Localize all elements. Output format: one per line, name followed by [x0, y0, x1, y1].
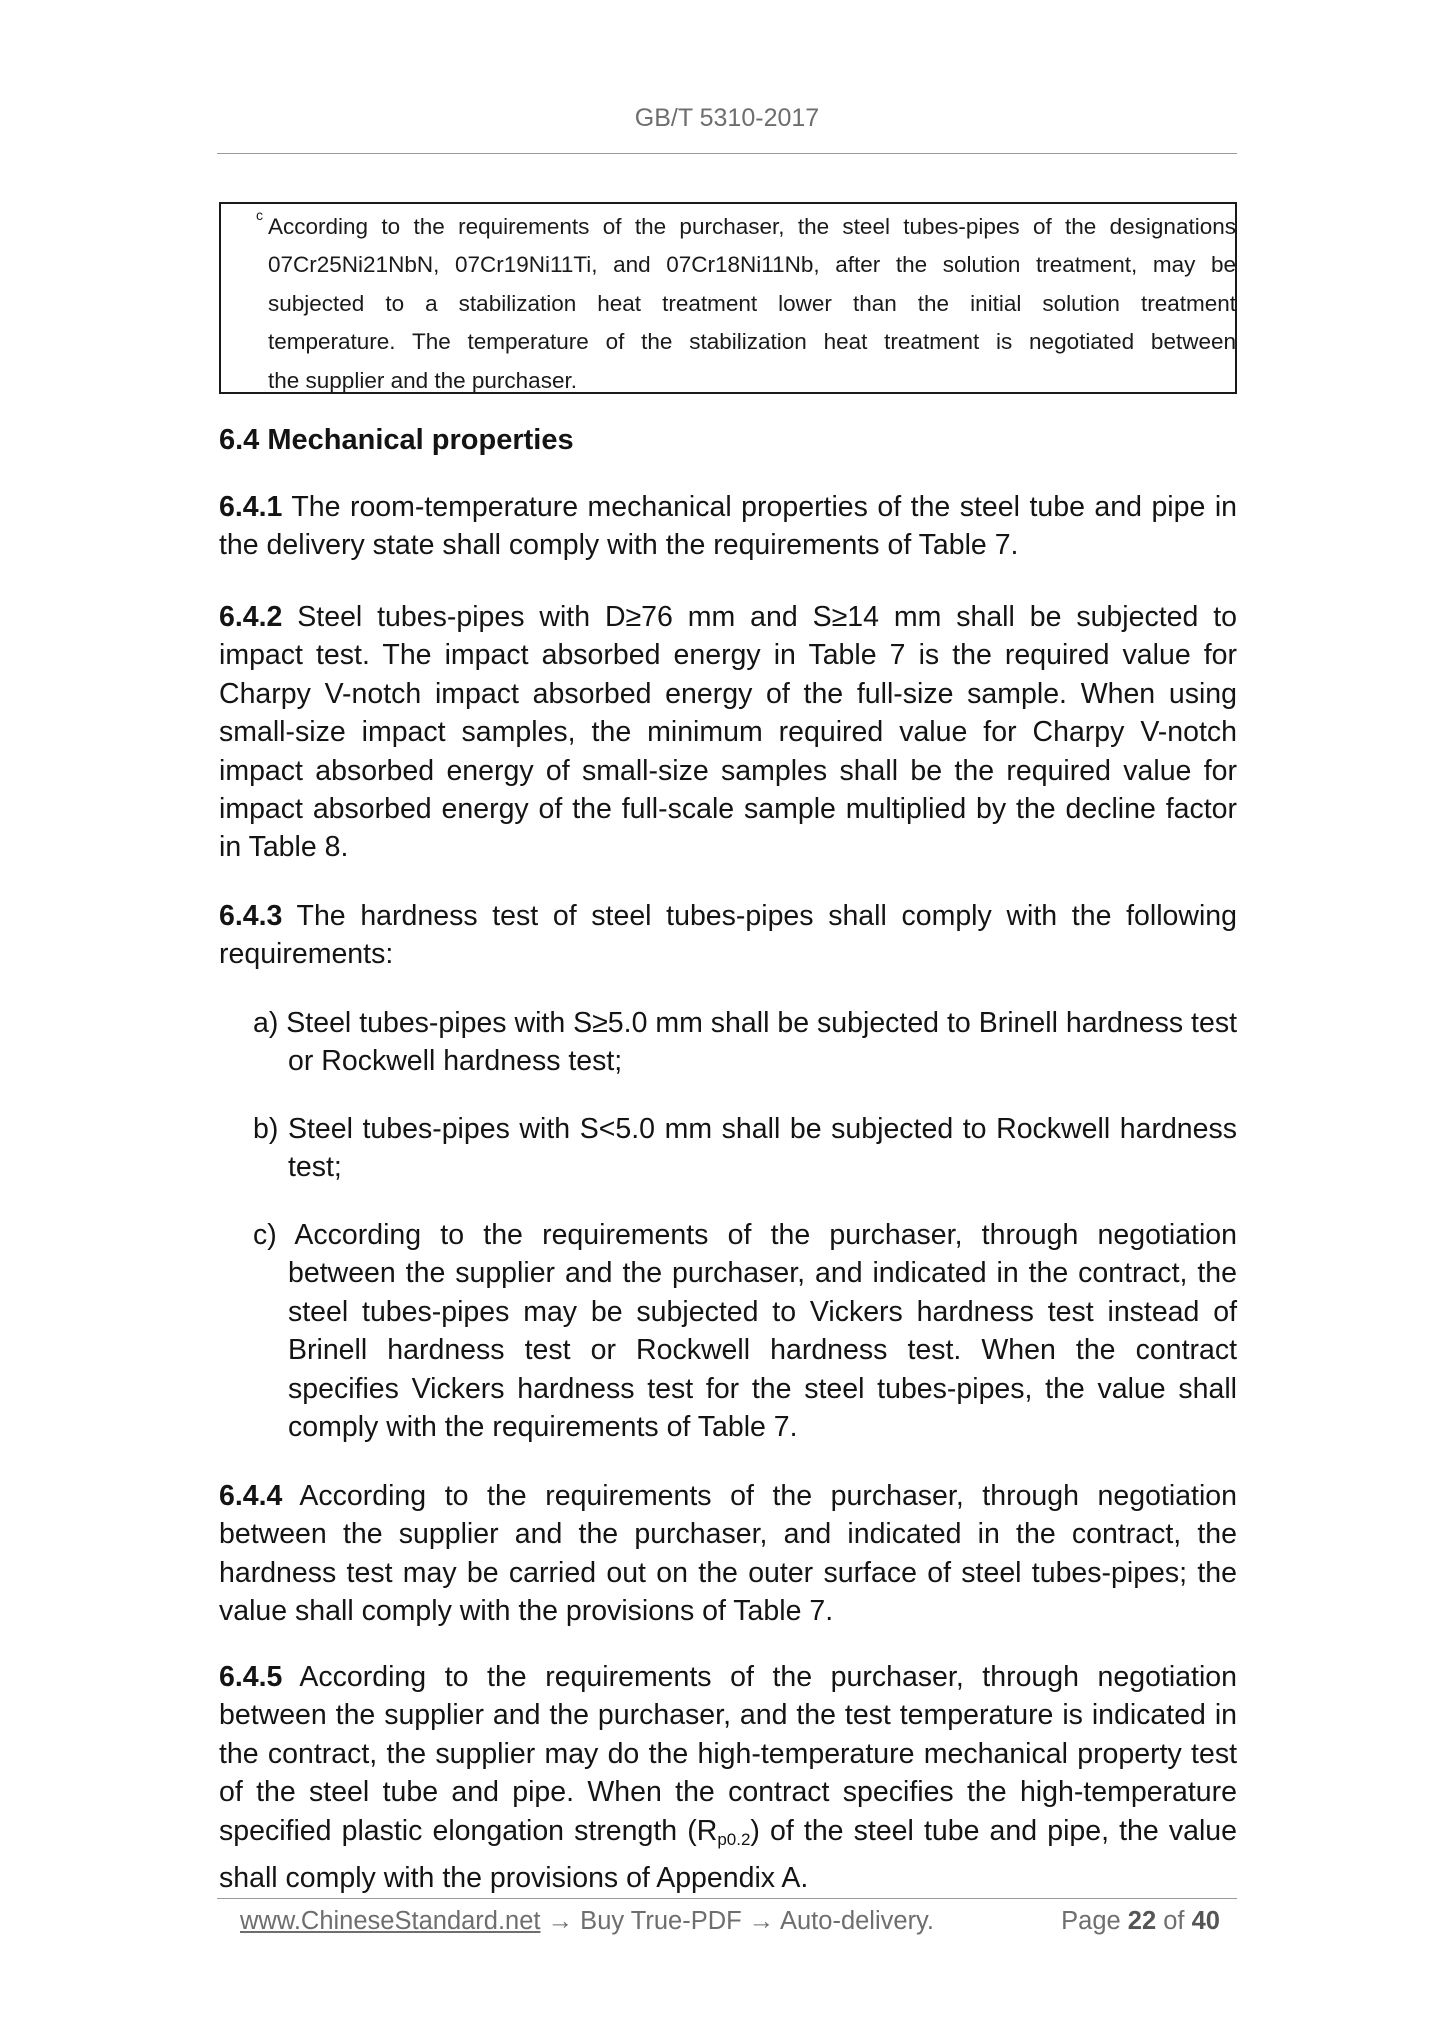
clause-6-4-3 [219, 897, 1237, 974]
clause-text: According to the requirements of the purchaser, through negotiation between the supplier and the purchaser, and indicated in the contract, the hardness test may be carried out on the outer surface of steel tubes-pipes; the value shall comply with the provisions of Table 7. [219, 1480, 1237, 1628]
footer-link[interactable]: www.ChineseStandard.net [240, 1907, 541, 1935]
clause-number: 6.4.2 [219, 601, 283, 633]
clause-text: The hardness test of steel tubes-pipes shall comply with the following requirements: [219, 900, 1237, 971]
list-text: According to the requirements of the purchaser, through negotiation between the supplier and the purchaser, and indicated in the contract, the steel tubes-pipes may be subjected to Vickers hardness test instead of Brinell hardness test or Rockwell hardness test. When the contract specifies Vickers hardness test for the steel tubes-pipes, the value shall comply with the requirements of Table 7. [276, 1219, 1237, 1444]
note-line: 07Cr25Ni21NbN, 07Cr19Ni11Ti, and 07Cr18Ni11Nb, after the solution treatment, may be [268, 252, 1236, 278]
list-text: Steel tubes-pipes with S≥5.0 mm shall be subjected to Brinell hardness test or Rockwell hardness test; [278, 1007, 1237, 1078]
page-number: 22 [1127, 1907, 1157, 1935]
page-word: Page [1061, 1907, 1121, 1935]
of-word: of [1163, 1907, 1185, 1935]
clause-6-4-2 [219, 598, 1237, 867]
clause-6-4-5 [219, 1658, 1237, 1897]
note-line: temperature. The temperature of the stabilization heat treatment is negotiated between [268, 329, 1236, 355]
page-total: 40 [1191, 1907, 1220, 1935]
clause-number: 6.4.4 [219, 1480, 283, 1512]
footer-divider [217, 1898, 1237, 1899]
list-item-b [253, 1110, 1237, 1187]
list-item-a [253, 1004, 1237, 1081]
footer-text: → Buy True-PDF → Auto-delivery. [540, 1907, 934, 1935]
clause-text: Steel tubes-pipes with D≥76 mm and S≥14 mm shall be subjected to impact test. The impact absorbed energy in Table 7 is the required value for Charpy V-notch impact absorbed energy of the full-size sample. When using small-size impact samples, the minimum required value for Charpy V-notch impact absorbed energy of small-size samples shall be the required value for impact absorbed energy of the full-scale sample multiplied by the decline factor in Table 8. [219, 601, 1237, 864]
list-label: b) [253, 1113, 279, 1145]
list-item-c [253, 1216, 1237, 1446]
list-label: a) [253, 1007, 279, 1039]
clause-number: 6.4.3 [219, 900, 283, 932]
subscript: p0.2 [717, 1829, 751, 1849]
note-line: c According to the requirements of the purchaser, the steel tubes-pipes of the designations [256, 207, 1236, 239]
table-note-c [256, 207, 1236, 400]
clause-number: 6.4.1 [219, 491, 283, 523]
page-footer [240, 1907, 1220, 1936]
note-line: the supplier and the purchaser. [268, 367, 577, 393]
clause-6-4-4 [219, 1477, 1237, 1631]
header-divider [217, 153, 1237, 154]
clause-number: 6.4.5 [219, 1661, 283, 1693]
clause-text-cont: ) of the steel tube and pipe, the value shall comply with the provisions of Appendix A. [219, 1814, 1238, 1895]
list-label: c) [253, 1219, 277, 1251]
note-marker: c [256, 207, 263, 223]
note-line: subjected to a stabilization heat treatment lower than the initial solution treatment [268, 290, 1236, 316]
list-text: Steel tubes-pipes with S<5.0 mm shall be subjected to Rockwell hardness test; [278, 1113, 1237, 1184]
clause-text: The room-temperature mechanical properties of the steel tube and pipe in the delivery state shall comply with the requirements of Table 7. [219, 491, 1237, 562]
page-indicator [1061, 1907, 1220, 1936]
document-header: GB/T 5310-2017 [634, 104, 820, 132]
section-heading: 6.4 Mechanical properties [219, 424, 574, 456]
clause-text: According to the requirements of the purchaser, through negotiation between the supplier and the purchaser, and the test temperature is indicated in the contract, the supplier may do the high-temperature mechanical property test of the steel tube and pipe. When the contract specifies the high-temperature specified plastic elongation strength (R [219, 1661, 1237, 1847]
clause-6-4-1 [219, 488, 1237, 565]
